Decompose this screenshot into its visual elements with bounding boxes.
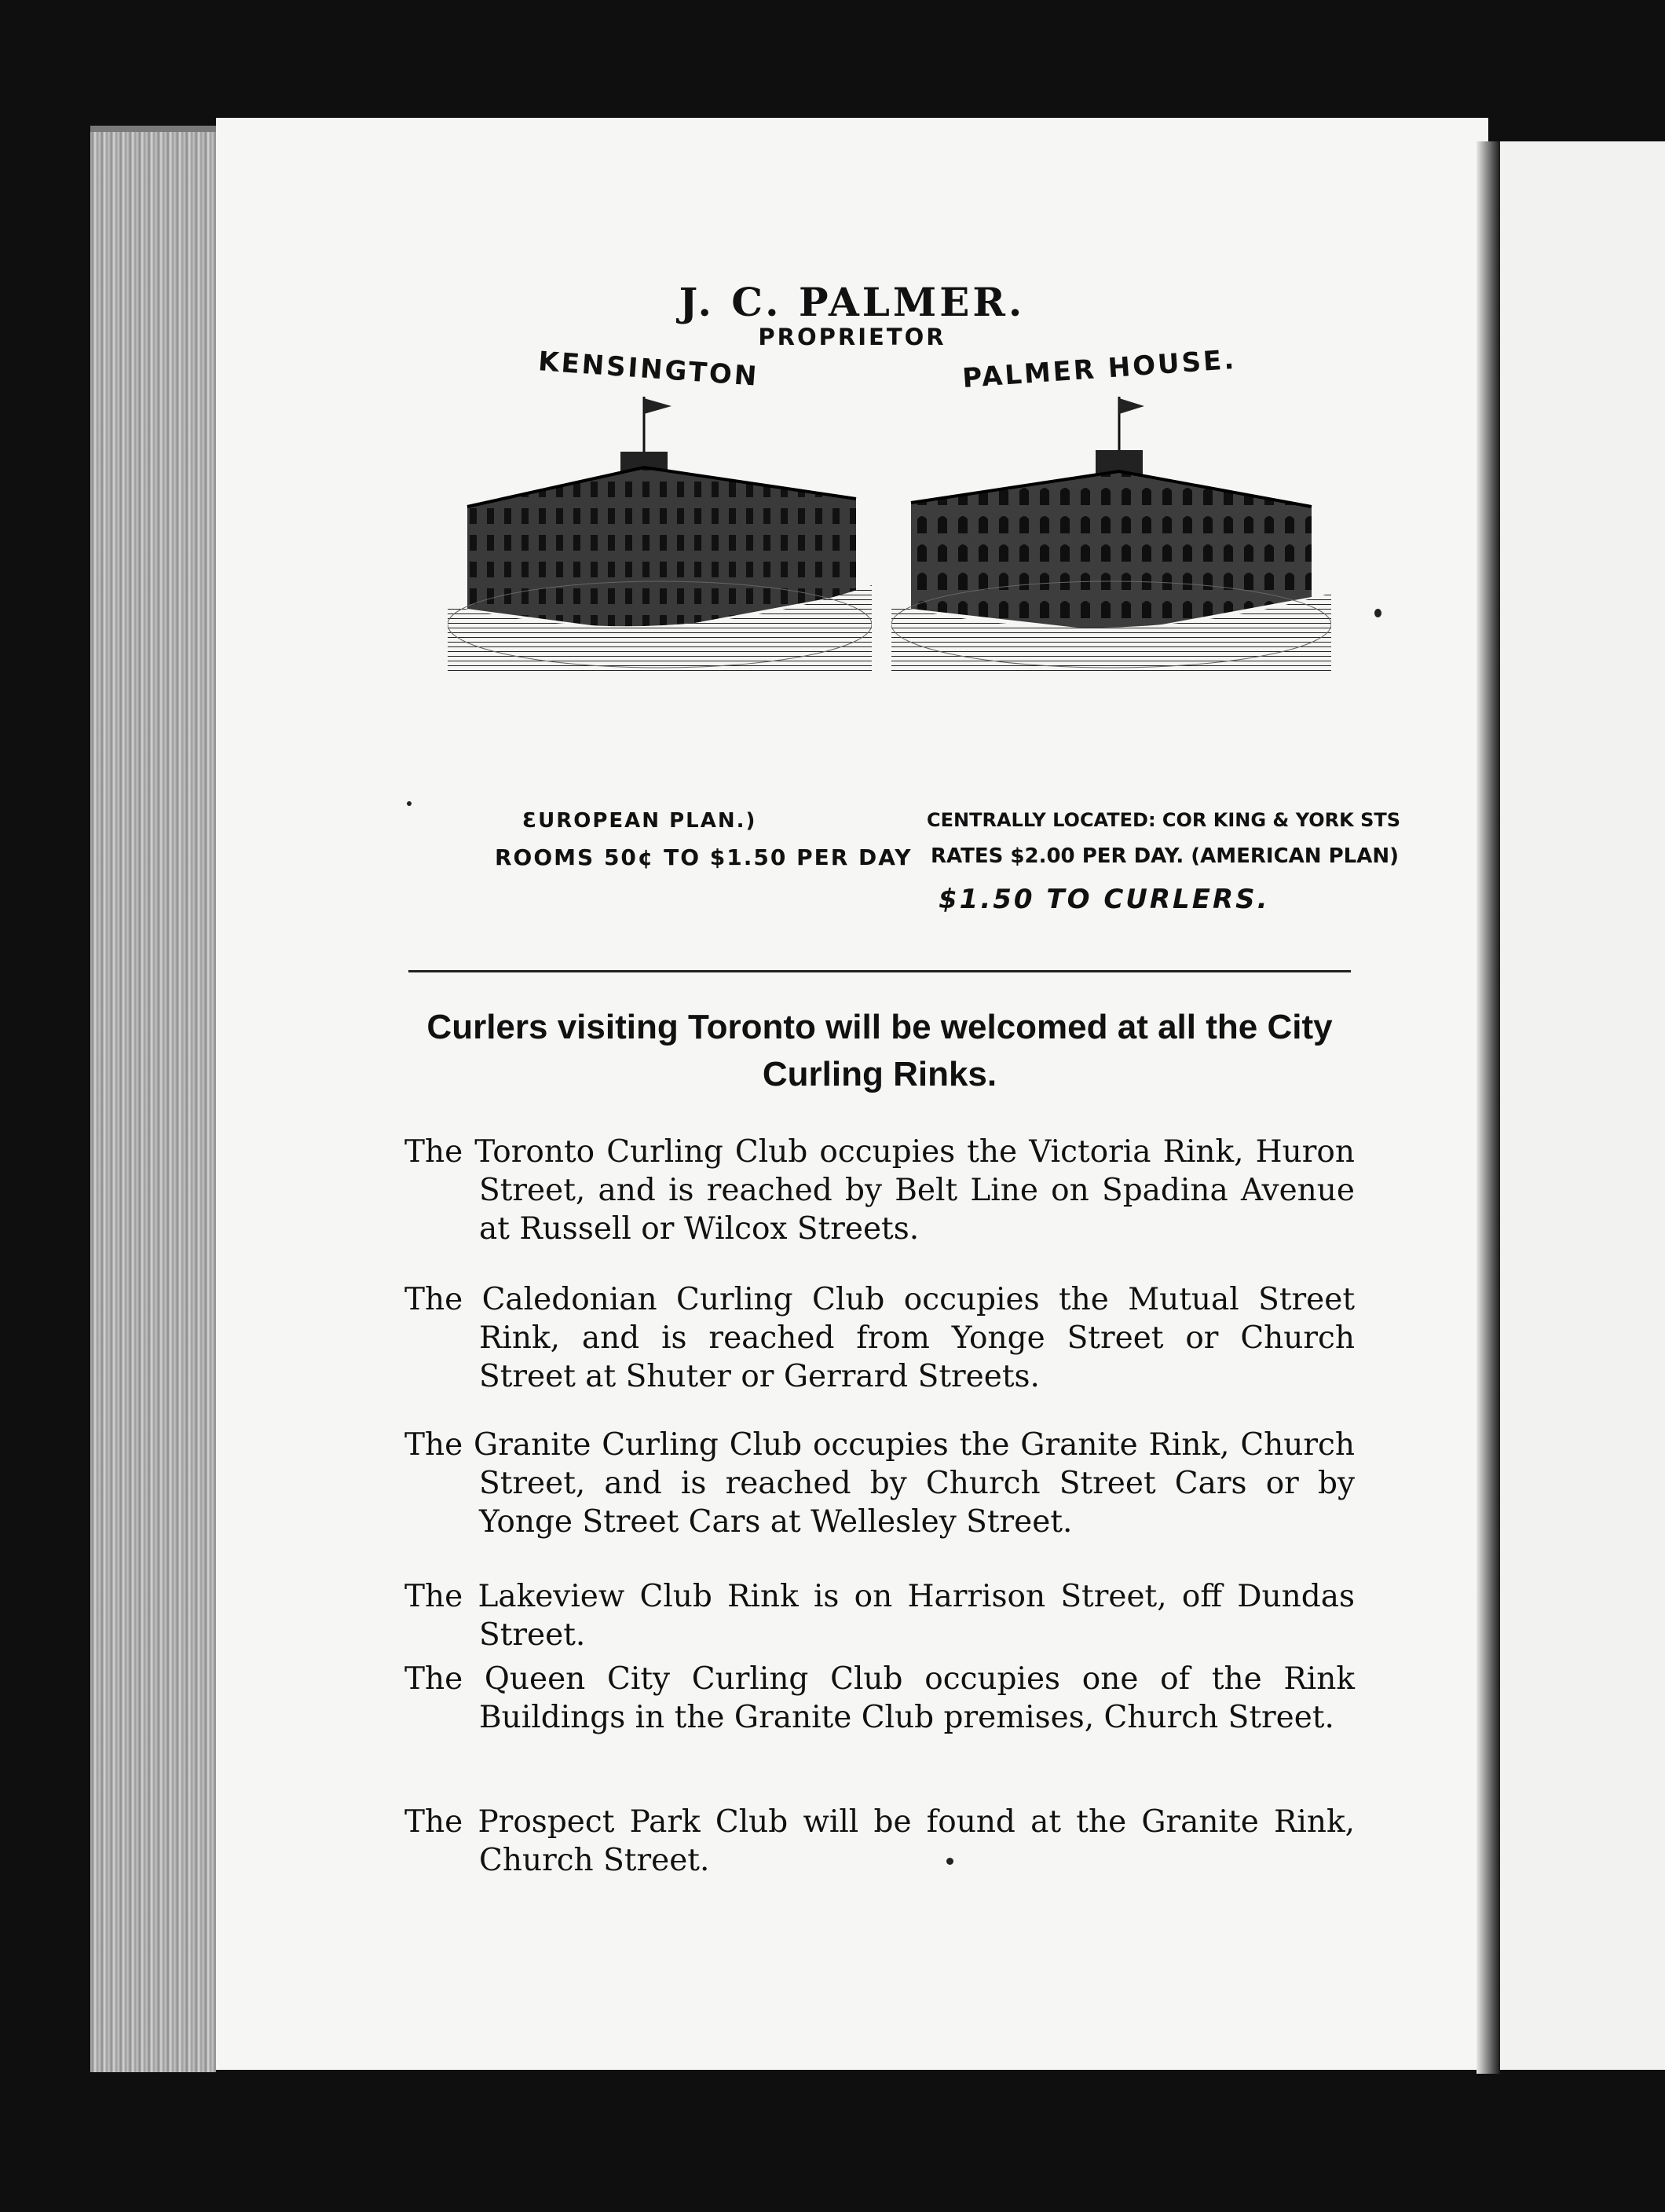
paragraph-caledonian-club: The Caledonian Curling Club occupies the Mutual Street Rink, and is reached from Yonge Street or Church Street at Shuter or Gerrard Streets. [404,1282,1355,1394]
palmer-location-caption: CENTRALLY LOCATED: COR KING & YORK STS [927,809,1401,831]
paragraph-granite-club: The Granite Curling Club occupies the Granite Rink, Church Street, and is reached by Church Street Cars or by Yonge Street Cars at Wellesley Street. [404,1427,1355,1540]
kensington-plan-caption: ƐUROPEAN PLAN.) [522,809,757,833]
paragraph-toronto-club: The Toronto Curling Club occupies the Victoria Rink, Huron Street, and is reached by Belt Line on Spadina Avenue at Russell or Wilcox Streets. [404,1134,1355,1247]
paragraph-lakeview-club: The Lakeview Club Rink is on Harrison Street, off Dundas Street. [404,1579,1355,1653]
ink-speck [407,801,412,806]
paragraph-prospect-park-club: The Prospect Park Club will be found at the Granite Rink, Church Street. [404,1804,1355,1878]
hotel-name-palmer-house: PALMER HOUSE. [961,343,1238,395]
proprietor-title: PROPRIETOR [758,324,946,350]
page-gutter-shadow [1477,141,1500,2074]
kensington-building-engraving [448,397,872,672]
ink-speck [1374,609,1381,617]
horizontal-rule [408,970,1351,972]
palmer-curler-rate-caption: $1.50 TO CURLERS. [939,884,1270,915]
headline: Curlers visiting Toronto will be welcomed at all the City Curling Rinks. [426,1008,1333,1093]
hotel-name-kensington: KENSINGTON [536,346,760,393]
palmer-house-building-engraving [891,397,1331,672]
ink-speck [946,1858,953,1865]
kensington-rates-caption: ROOMS 50¢ TO $1.50 PER DAY [495,844,913,870]
paragraph-queen-city-club: The Queen City Curling Club occupies one of the Rink Buildings in the Granite Club premises, Church Street. [404,1661,1355,1735]
proprietor-name: J. C. PALMER. [679,279,1026,325]
book-page-edges [90,132,216,2072]
book-page [216,118,1488,2070]
palmer-rates-caption: RATES $2.00 PER DAY. (AMERICAN PLAN) [931,844,1399,868]
